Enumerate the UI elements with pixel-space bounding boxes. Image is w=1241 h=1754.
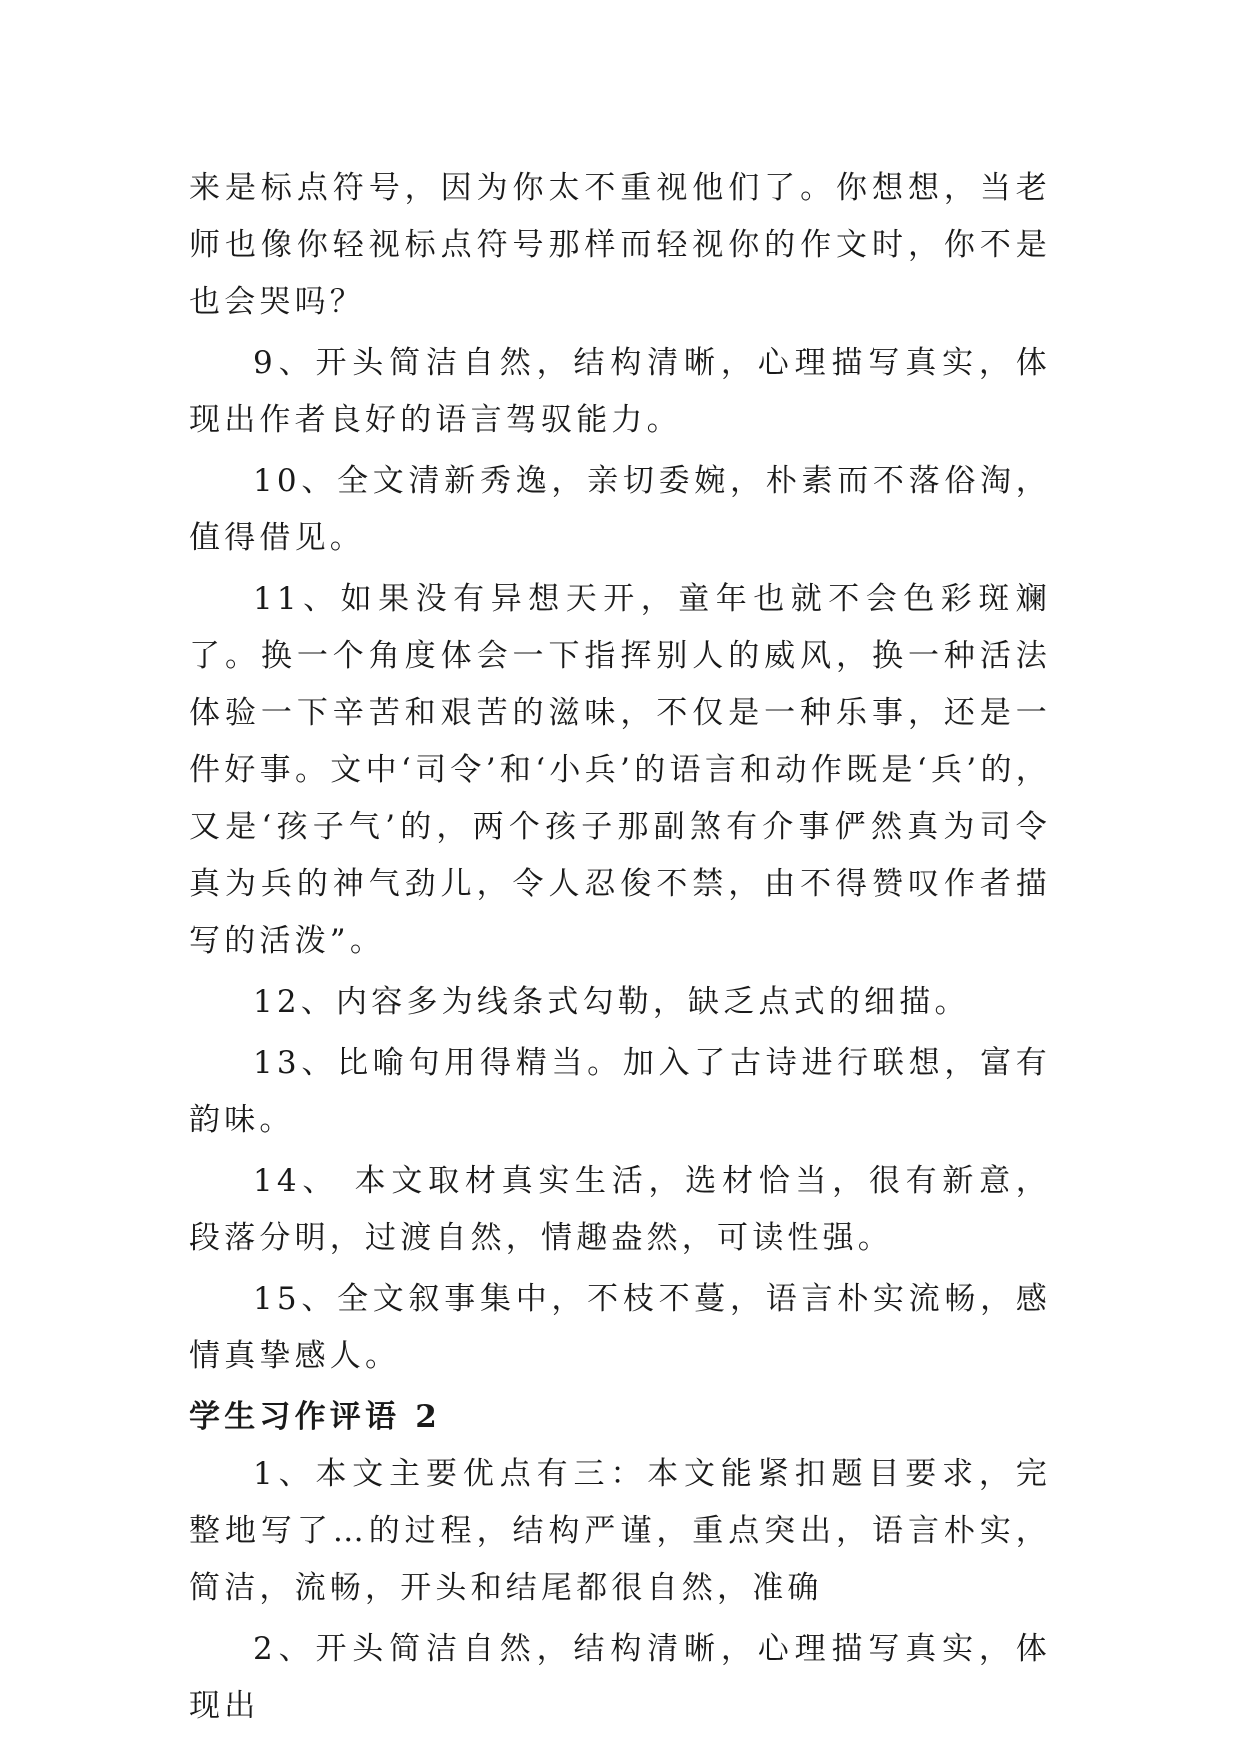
section-comment-1: 1、本文主要优点有三：本文能紧扣题目要求，完整地写了…的过程，结构严谨，重点突出，语言朴实，简洁，流畅，开头和结尾都很自然，准确: [189, 1456, 1051, 1606]
comment-9: 9、开头简洁自然，结构清晰，心理描写真实，体现出作者良好的语言驾驭能力。: [189, 345, 1051, 438]
comment-12: 12、内容多为线条式勾勒，缺乏点式的细描。: [253, 984, 970, 1020]
comment-14: 14、 本文取材真实生活，选材恰当，很有新意，段落分明，过渡自然，情趣盎然，可读性强。: [189, 1163, 1051, 1256]
paragraph-continuation: 来是标点符号，因为你太不重视他们了。你想想，当老师也像你轻视标点符号那样而轻视你的作文时，你不是也会哭吗？: [189, 170, 1051, 320]
section-heading: 学生习作评语 2: [189, 1399, 441, 1435]
comment-13: 13、比喻句用得精当。加入了古诗进行联想，富有韵味。: [189, 1045, 1051, 1138]
comment-10: 10、全文清新秀逸，亲切委婉，朴素而不落俗淘，值得借见。: [189, 463, 1051, 556]
document-page: [189, 160, 1051, 1739]
section-comment-2: 2、开头简洁自然，结构清晰，心理描写真实，体现出: [189, 1631, 1051, 1724]
comment-11: 11、如果没有异想天开，童年也就不会色彩斑斓了。换一个角度体会一下指挥别人的威风，换一种活法体验一下辛苦和艰苦的滋味，不仅是一种乐事，还是一件好事。文中‘司令’和‘小兵’的语言和动作既是‘兵’的，又是‘孩子气’的，两个孩子那副煞有介事俨然真为司令真为兵的神气劲儿，令人忍俊不禁，由不得赞叹作者描写的活泼”。: [189, 581, 1051, 959]
comment-15: 15、全文叙事集中，不枝不蔓，语言朴实流畅，感情真挚感人。: [189, 1281, 1051, 1374]
